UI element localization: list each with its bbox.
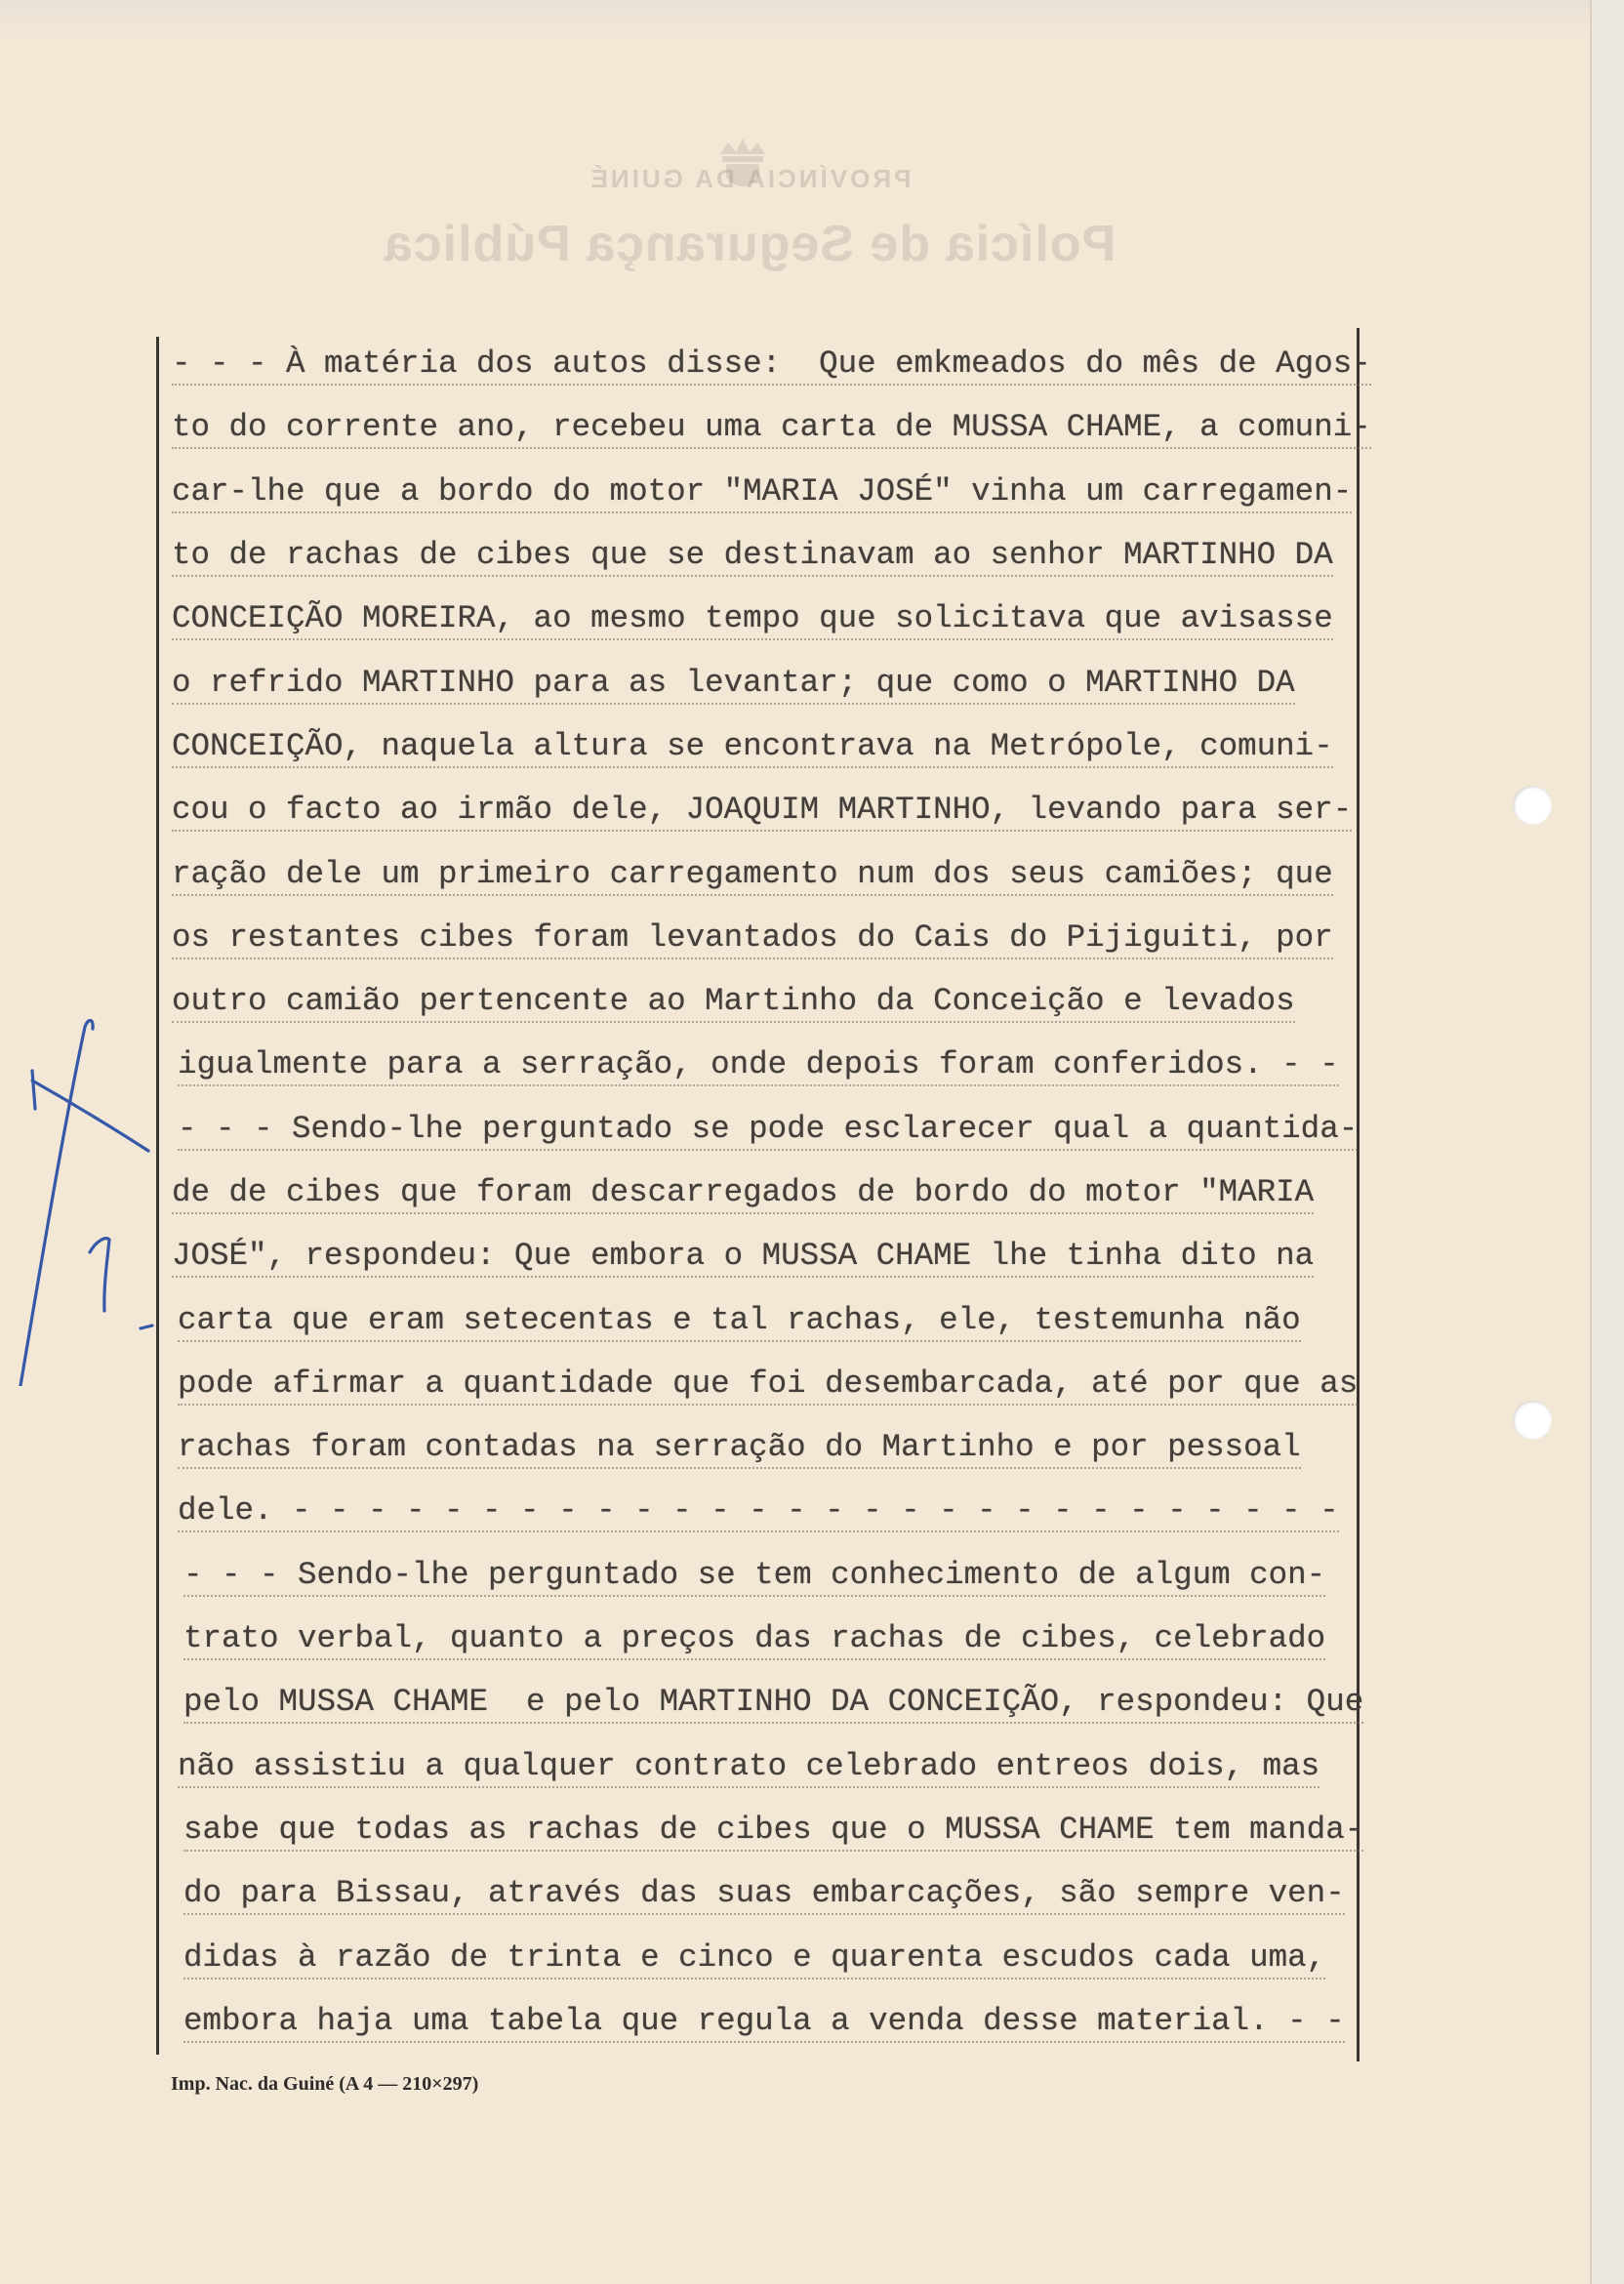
typed-line-text: to do corrente ano, recebeu uma carta de MUSSA CHAME, a comuni- xyxy=(172,411,1371,449)
typed-line xyxy=(172,1290,1441,1354)
typed-line xyxy=(172,1992,1441,2056)
typed-line xyxy=(172,1482,1441,1545)
typed-line xyxy=(172,1100,1441,1163)
typed-line-text: - - - Sendo-lhe perguntado se tem conhecimento de algum con- xyxy=(183,1559,1325,1597)
typed-line xyxy=(172,1227,1441,1290)
letterhead-province: PROVÍNCIA DA GUINÉ xyxy=(588,164,912,193)
typed-line xyxy=(172,972,1441,1036)
typed-line xyxy=(172,909,1441,972)
punch-hole xyxy=(1513,1401,1552,1440)
handwritten-rubric xyxy=(0,976,234,1386)
typed-line-text: didas à razão de trinta e cinco e quarenta escudos cada uma, xyxy=(183,1941,1325,1979)
typed-line-text: JOSÉ", respondeu: Que embora o MUSSA CHAME lhe tinha dito na xyxy=(172,1240,1314,1278)
typed-line xyxy=(172,1673,1441,1736)
page-edge xyxy=(1590,0,1624,2284)
typed-line xyxy=(172,1036,1441,1099)
typed-line xyxy=(172,1864,1441,1928)
typed-line xyxy=(172,653,1441,716)
typed-line-text: de de cibes que foram descarregados de bordo do motor "MARIA xyxy=(172,1176,1314,1214)
typed-line xyxy=(172,1546,1441,1610)
typed-line xyxy=(172,590,1441,653)
typed-line-text: cou o facto ao irmão dele, JOAQUIM MARTINHO, levando para ser- xyxy=(172,794,1352,832)
typed-line-text: igualmente para a serração, onde depois foram conferidos. - - xyxy=(178,1048,1339,1086)
typed-line-text: CONCEIÇÃO MOREIRA, ao mesmo tempo que solicitava que avisasse xyxy=(172,602,1333,640)
typed-line xyxy=(172,1418,1441,1482)
typed-line-text: car-lhe que a bordo do motor "MARIA JOSÉ" vinha um carregamen- xyxy=(172,475,1352,513)
typed-line xyxy=(172,463,1441,526)
typed-line xyxy=(172,1610,1441,1673)
typed-line-text: sabe que todas as rachas de cibes que o MUSSA CHAME tem manda- xyxy=(183,1814,1363,1852)
typed-line xyxy=(172,1928,1441,1991)
typed-line xyxy=(172,1737,1441,1801)
typed-line-text: outro camião pertencente ao Martinho da Conceição e levados xyxy=(172,985,1295,1023)
typed-line-text: embora haja uma tabela que regula a venda desse material. - - xyxy=(183,2005,1345,2043)
letterhead-agency: Polícia de Segurança Pública xyxy=(383,216,1116,272)
typed-line xyxy=(172,1355,1441,1418)
letterhead-bleed-through xyxy=(0,59,1499,312)
typed-line-text: não assistiu a qualquer contrato celebrado entreos dois, mas xyxy=(178,1750,1320,1788)
typed-line-text: carta que eram setecentas e tal rachas, ele, testemunha não xyxy=(178,1304,1301,1342)
typed-line xyxy=(172,1163,1441,1227)
typed-line xyxy=(172,335,1441,398)
typed-line-text: ração dele um primeiro carregamento num dos seus camiões; que xyxy=(172,858,1333,896)
typed-line-text: dele. - - - - - - - - - - - - - - - - - - - - - - - - - - - - xyxy=(178,1494,1339,1532)
typed-line xyxy=(172,781,1441,844)
typed-line xyxy=(172,844,1441,908)
page-top-shade xyxy=(0,0,1590,39)
typed-line-text: - - - Sendo-lhe perguntado se pode esclarecer qual a quantida- xyxy=(178,1113,1358,1151)
typed-line-text: os restantes cibes foram levantados do Cais do Pijiguiti, por xyxy=(172,921,1333,959)
punch-hole xyxy=(1513,786,1552,825)
typed-line-text: to de rachas de cibes que se destinavam ao senhor MARTINHO DA xyxy=(172,539,1333,577)
typed-line-text: pelo MUSSA CHAME e pelo MARTINHO DA CONCEIÇÃO, respondeu: Que xyxy=(183,1686,1363,1724)
typed-statement xyxy=(172,335,1441,2056)
typed-line xyxy=(172,398,1441,462)
typed-line xyxy=(172,717,1441,781)
typed-line-text: do para Bissau, através das suas embarcações, são sempre ven- xyxy=(183,1877,1345,1915)
typed-line-text: o refrido MARTINHO para as levantar; que como o MARTINHO DA xyxy=(172,667,1295,705)
printer-imprint: Imp. Nac. da Guiné (A 4 — 210×297) xyxy=(171,2073,479,2095)
typed-line-text: CONCEIÇÃO, naquela altura se encontrava na Metrópole, comuni- xyxy=(172,730,1333,768)
typed-line-text: - - - À matéria dos autos disse: Que emkmeados do mês de Agos- xyxy=(172,347,1371,386)
typed-line-text: pode afirmar a quantidade que foi desembarcada, até por que as xyxy=(178,1367,1358,1406)
typed-line xyxy=(172,526,1441,590)
typed-line xyxy=(172,1801,1441,1864)
typed-line-text: trato verbal, quanto a preços das rachas de cibes, celebrado xyxy=(183,1622,1325,1660)
typed-line-text: rachas foram contadas na serração do Martinho e por pessoal xyxy=(178,1431,1301,1469)
